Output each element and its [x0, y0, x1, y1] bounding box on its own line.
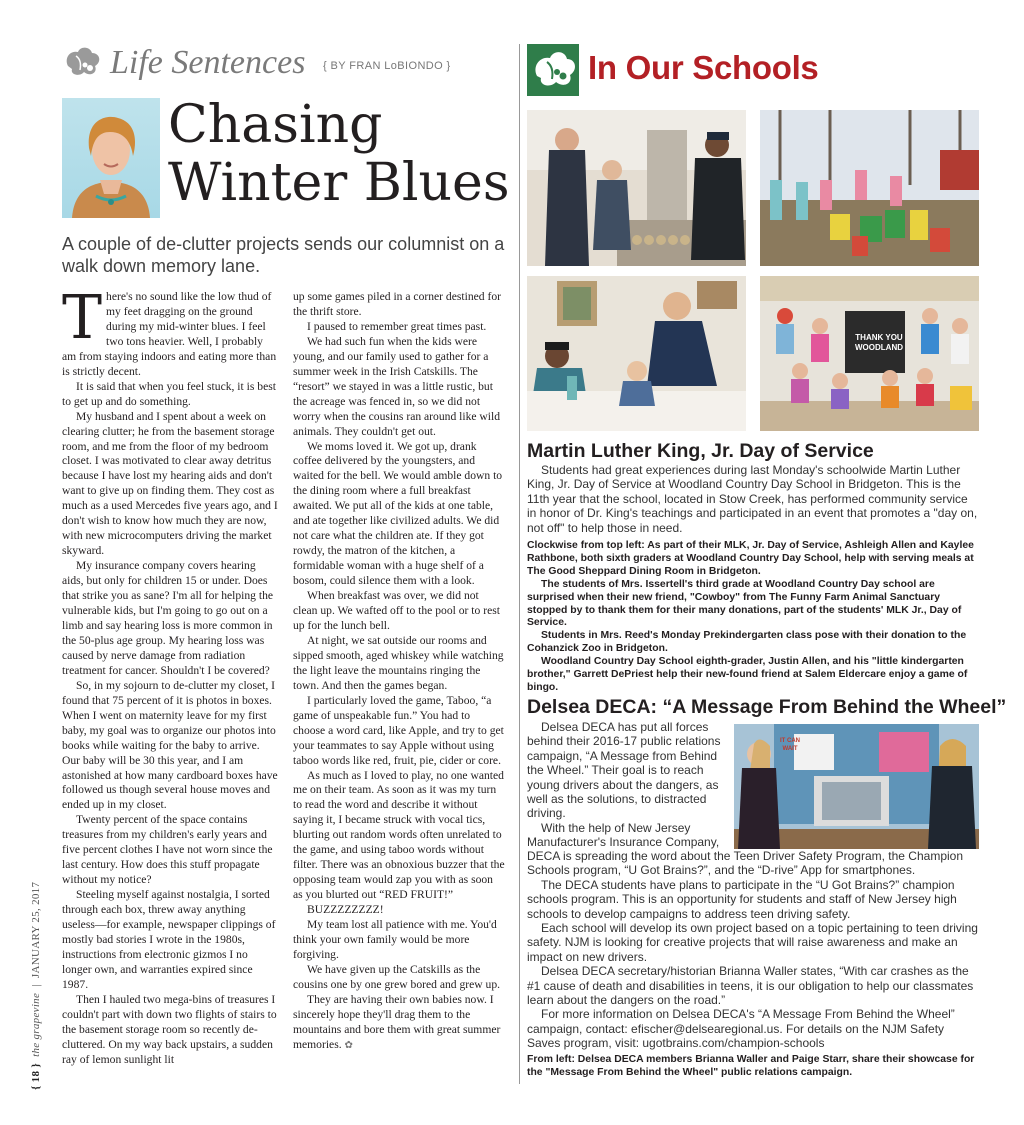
article-paragraph: up some games piled in a corner destined for the thrift store.: [293, 290, 501, 318]
dek: A couple of de-clutter projects sends our columnist on a walk down memory lane.: [62, 234, 505, 276]
deca-paragraph: Delsea DECA secretary/historian Brianna Waller states, “With car crashes as the #1 cause of death and disabilities in teens, it is our obligation to help our classmates learn about the dangers on the road.”: [527, 964, 974, 1008]
article-paragraph: As much as I loved to play, no one wanted me on their team. As soon as it was my turn to read the word and describe it without saying it, I became struck with vocal tics, blurting out random words often unrelated to the game, and using taboo words without filter. There was an obnoxious buzzer that the opposing team would zap you with as soon as you blurted out “RED FRUIT!”: [293, 768, 505, 902]
deca-paragraph: Each school will develop its own project based on a topic pertaining to teen driving safety. NJM is looking for creative projects that will raise awareness and make an impact on new drivers.: [527, 921, 978, 964]
grape-leaf-end-icon: ✿: [344, 1039, 353, 1051]
thank-you-sign: THANK YOU WOODLAND: [855, 333, 903, 352]
article-paragraph: My insurance company covers hearing aids, but only for children 15 or under. Does that strike you as sane? I'm all for helping the vulnerable kids, but I'm going to go out on a limb and say hearing loss is more common in the 50-plus age group. My hearing loss was caused by nerve damage from radiation treatment for cancer. Shouldn't I be covered?: [62, 559, 274, 677]
mlk-body: [527, 463, 979, 535]
bingo-eldercare-photo: [527, 276, 746, 431]
mlk-headline: Martin Luther King, Jr. Day of Service: [527, 440, 874, 462]
article-column-2: [293, 290, 505, 1054]
article-paragraph: My husband and I spent about a week on clearing clutter; he from the basement storage room, and me from the floor of my bedroom closet. I was motivated to clear away detritus because I have lost my hearing aids and don't want to give up on finding them. They cost as much as a used Mercedes five years ago, and I don't wish to know how much they are now, with new microcomputers driving the market skyward.: [62, 409, 278, 558]
article-paragraph: I particularly loved the game, Taboo, “a game of unspeakable fun.” You had to choose a word card, like Apple, and try to get your teammates to say Apple without using taboo words like red, fruit, pie, cider or core.: [293, 693, 504, 767]
article-paragraph: Steeling myself against nostalgia, I sorted through each box, threw away anything useless—for example, newspaper clippings of mostly bad stories I wrote in the 1980s, instructions from electronic gizmos I no longer own, and warranties expired since 1987.: [62, 888, 276, 991]
deca-paragraph: With the help of New Jersey Manufacturer's Insurance Company,: [527, 820, 720, 850]
author-portrait-icon: [62, 98, 160, 218]
article-paragraph: BUZZZZZZZZ!: [307, 903, 384, 917]
byline: { BY FRAN LoBIONDO }: [323, 60, 451, 72]
article-column-1: [62, 283, 280, 1068]
thank-you-woodland-photo: [760, 276, 979, 431]
page-folio: [30, 882, 42, 1090]
donations-outdoors-photo: [760, 110, 979, 266]
article-paragraph: Twenty percent of the space contains treasures from my children's early years and five percent clothes I have not worn since the last century. How does this stuff propagate without my notice?: [62, 813, 273, 887]
article-paragraph: It is said that when you feel stuck, it is best to get up and do something.: [62, 379, 276, 408]
photo-caption: Clockwise from top left: As part of their MLK, Jr. Day of Service, Ashleigh Allen and Kaylee Rathbone, both sixth graders at Woodland Country Day School, help with serving meals at The Good Sheppard Dining Room in Bridgeton.: [527, 540, 974, 577]
drop-cap: T: [62, 283, 103, 353]
page-number: { 18 }: [30, 1063, 42, 1090]
photo-caption: Students in Mrs. Reed's Monday Prekindergarten class pose with their donation to the Cohanzick Zoo in Bridgeton.: [527, 630, 967, 655]
column-title: Life Sentences: [110, 44, 306, 81]
section-title: In Our Schools: [588, 49, 819, 86]
deca-body: [527, 849, 979, 1051]
article-paragraph: So, in my sojourn to de-clutter my closet, I found that 75 percent of it is photos in boxes. When I went on maternity leave for my first baby, my goal was to organize our photos into books while waiting for the baby to arrive. Our baby will be 30 this year, and I am astonished at how many cardboard boxes have followed us though several house moves and ended up in my closet.: [62, 678, 278, 812]
folio-separator: |: [30, 984, 42, 987]
deca-paragraph: DECA is spreading the word about the Teen Driver Safety Program, the Champion Schools program, “U Got Brains?”, and the “D-rive” App for smartphones.: [527, 849, 964, 878]
article-paragraph: At night, we sat outside our rooms and sipped smooth, aged whiskey while watching the light leave the mountains ringing the town. And then the games began.: [293, 633, 504, 692]
deca-paragraph: The DECA students have plans to participate in the “U Got Brains?” champion schools program. This is an opportunity for students and staff of New Jersey high schools to develop campaigns to address teen driving safety.: [527, 877, 957, 921]
article-paragraph: Then I hauled two mega-bins of treasures I couldn't part with down two flights of stairs to the basement storage room so recently de-cluttered. On my way back upstairs, a sudden ray of lemon sunlight lit: [62, 992, 277, 1066]
issue-date: JANUARY 25, 2017: [30, 881, 42, 979]
photo-caption: Woodland Country Day School eighth-grader, Justin Allen, and his "little kindergarten brother," Garrett DePriest help their new-found friend at Salem Eldercare enjoy a game of bingo.: [527, 656, 968, 693]
it-can-wait-sign: IT CAN WAIT: [780, 738, 800, 752]
article-paragraph: We moms loved it. We got up, drank coffee delivered by the youngsters, and waited for the bell. We would amble down to the dining room where a full breakfast awaited. We put all of the kids at one table, and ate together like civilized adults. We did not care what the children ate. If they got rowdy, the matron of the kitchen, a formidable woman with a huge shelf of a bosom, could silence them with a look.: [293, 439, 503, 588]
mlk-paragraph: Students had great experiences during last Monday's schoolwide Martin Luther King, Jr. Day of Service at Woodland Country Day School in Bridgeton. This is the 11th year that the school, located in Stow Creek, has performed community service in honor of Dr. King's teachings and participated in an event that promotes a "day on, not off" to help those in need.: [527, 463, 978, 535]
serving-meals-photo: [527, 110, 746, 266]
article-paragraph: We had such fun when the kids were young, and our family used to gather for a summer week in the Irish Catskills. The “resort” we stayed in was a little rustic, but the acreage was fenced in, so we did not worry when the cousins ran around like wild animals. They couldn't get out.: [293, 334, 501, 438]
deca-paragraph: Delsea DECA has put all forces behind their 2016-17 public relations campaign, “A Message from Behind the Wheel.” Their goal is to reach young drivers about the dangers, as well as the solutions, to distracted driving.: [527, 720, 721, 821]
deca-headline: Delsea DECA: “A Message From Behind the Wheel”: [527, 696, 1007, 718]
mlk-captions: [527, 540, 979, 695]
column-divider: [519, 44, 520, 1084]
grape-leaf-icon: [527, 44, 579, 96]
article-paragraph: There's no sound like the low thud of my feet dragging on the ground during my mid-winter blues. I feel two tons heavier. Well, I probably am from staying indoors and eating more than is strictly decent.: [62, 283, 277, 378]
photo-caption: The students of Mrs. Issertell's third grade at Woodland Country Day school are surprised when their new friend, "Cowboy" from The Funny Farm Animal Sanctuary stopped by to thank them for their many donations, part of the students' MLK Jr., Day of Service.: [527, 578, 962, 629]
article-paragraph: When breakfast was over, we did not clean up. We wafted off to the pool or to rest up for the lunch bell.: [293, 589, 500, 632]
deca-showcase-photo: [734, 724, 979, 849]
grape-leaf-icon: [62, 44, 102, 78]
article-paragraph: They are having their own babies now. I sincerely hope they'll drag them to the mountains and bore them with great summer memories. ✿: [293, 992, 501, 1051]
deca-paragraph: For more information on Delsea DECA's “A Message From Behind the Wheel” campaign, contact: efischer@delsearegional.us. For details on the NJM Safety Saves program, visit: ugotbrains.com/champion-schools: [527, 1007, 955, 1051]
photo-caption: From left: Delsea DECA members Brianna Waller and Paige Starr, share their showcase for the "Message From Behind the Wheel" public relations campaign.: [527, 1054, 975, 1078]
headline: Chasing Winter Blues: [168, 95, 510, 213]
publication-name: the grapevine: [30, 992, 42, 1057]
article-paragraph: I paused to remember great times past.: [307, 319, 487, 333]
article-paragraph: My team lost all patience with me. You'd think your own family would be more forgiving.: [293, 918, 497, 961]
article-paragraph: We have given up the Catskills as the cousins one by one grew bored and grew up.: [293, 962, 501, 991]
deca-body-wrap: [527, 720, 727, 850]
